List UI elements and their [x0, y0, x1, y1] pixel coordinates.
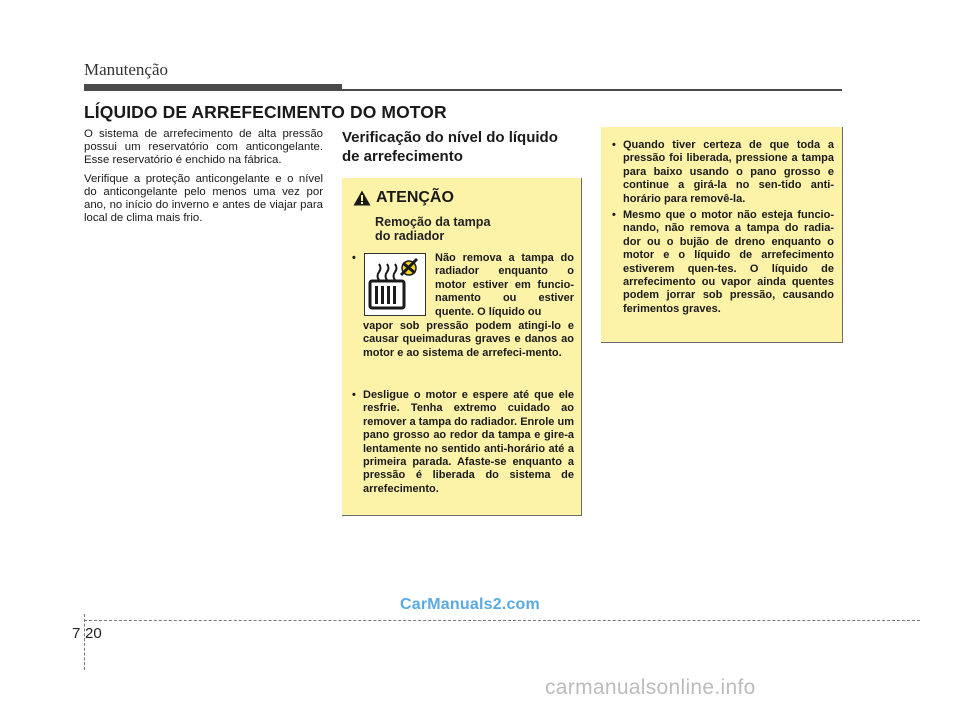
section-label: Manutenção	[84, 60, 169, 79]
warning-bullet-text: Mesmo que o motor não esteja funcio-nando, não remova a tampa do radia-dor ou o bujão de dreno enquanto o motor e o líquido de arrefecimento estiverem quen-tes. O líquido de arrefecimento ou vapor ainda quentes podem jorrar sob pressão, causando ferimentos graves.	[623, 209, 834, 315]
page-number-value: 20	[85, 625, 102, 642]
hot-radiator-cap-warning-icon	[364, 253, 426, 316]
warning-bullet	[612, 139, 834, 206]
paragraph: Verifique a proteção anticongelante e o nível do anticongelante pelo menos uma vez por ano, no início do inverno e antes de viajar para local de clima mais frio.	[84, 173, 323, 224]
warning-bullet-text: vapor sob pressão podem atingi-lo e causar queimaduras graves e danos ao motor e ao sistema de arrefeci-mento.	[363, 320, 574, 359]
warning-subheading-line: Remoção da tampa	[375, 215, 491, 229]
warning-bullet-text: Quando tiver certeza de que toda a pressão foi liberada, pressione a tampa para baixo usando o pano grosso e continue a girá-la no sen-tido anti-horário para removê-la.	[623, 139, 834, 205]
footer-rule-vertical	[84, 614, 85, 670]
subsection-title-line: Verificação do nível do líquido	[342, 129, 558, 146]
left-column	[84, 128, 323, 231]
subsection-title-line: de arrefecimento	[342, 148, 463, 165]
warning-bullet	[352, 389, 574, 496]
warning-bullet	[612, 209, 834, 316]
warning-bullet-text: Não remova a tampa do radiador enquanto o motor estiver em funcio-namento ou estiver quente. O líquido ou	[435, 252, 574, 318]
watermark-carmanualsonline[interactable]: carmanualsonline.info	[545, 676, 756, 699]
watermark-carmanuals2[interactable]: CarManuals2.com	[400, 596, 540, 613]
warning-box-continued	[601, 127, 843, 343]
header-rule-thin	[342, 89, 842, 91]
warning-heading	[353, 189, 454, 207]
bullet-marker: •	[352, 252, 356, 264]
bullet-marker: •	[612, 139, 616, 151]
header-rule-thick	[84, 84, 342, 91]
warning-subheading-line: do radiador	[375, 229, 445, 243]
warning-heading-text: ATENÇÃO	[376, 189, 454, 206]
paragraph: O sistema de arrefecimento de alta pressão possui um reservatório com anticongelante. Esse reservatório é enchido na fábrica.	[84, 128, 323, 166]
page-title: LÍQUIDO DE ARREFECIMENTO DO MOTOR	[84, 102, 447, 122]
warning-bullet-text: Desligue o motor e espere até que ele resfrie. Tenha extremo cuidado ao remover a tampa do radiador. Enrole um pano grosso ao redor da tampa e gire-a lentamente no sentido anti-horário até a primeira parada. Afaste-se enquanto a pressão é liberada do sistema de arrefecimento.	[363, 389, 574, 495]
page-number	[72, 625, 102, 642]
chapter-number: 7	[72, 625, 81, 642]
radiator-pictogram	[365, 254, 425, 315]
footer-rule	[84, 620, 920, 621]
bullet-marker: •	[352, 389, 356, 401]
warning-triangle-icon	[353, 190, 371, 206]
subsection-title	[342, 128, 592, 166]
bullet-marker: •	[612, 209, 616, 222]
warning-subheading	[375, 215, 490, 243]
